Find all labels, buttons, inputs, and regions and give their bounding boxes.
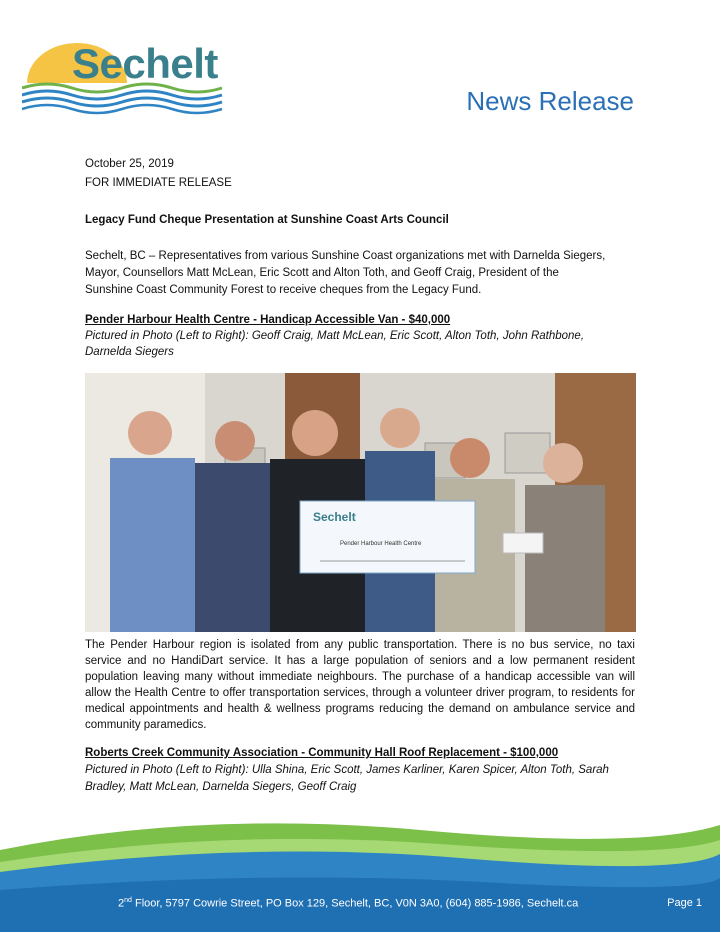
footer-floor-number: 2: [118, 897, 125, 910]
section1-heading: Pender Harbour Health Centre - Handicap Accessible Van - $40,000: [85, 314, 451, 326]
section1-caption-2: Darnelda Siegers: [85, 346, 174, 358]
section2-caption-1: Pictured in Photo (Left to Right): Ulla Shina, Eric Scott, James Karliner, Karen Spicer, Alton Toth, Sarah: [85, 764, 609, 776]
cheque-payee: Pender Harbour Health Centre: [340, 541, 422, 547]
intro-line-3: Sunshine Coast Community Forest to receive cheques from the Legacy Fund.: [85, 284, 482, 296]
section2-heading: Roberts Creek Community Association - Community Hall Roof Replacement - $100,000: [85, 747, 559, 759]
section1-body: The Pender Harbour region is isolated from any public transportation. There is no bus service, no taxi service and no HandiDart service. It has a large population of seniors and a low permanent resident population leaving many without immediate neighbours. The purchase of a handicap accessible van will allow the Health Centre to offer transportation services, through a volunteer driver program, to residents for medical appointments and health & wellness programs reducing the demand on ambulance service and community paramedics.: [85, 639, 635, 731]
cheque-logo: Sechelt: [313, 510, 356, 524]
section2-caption-2: Bradley, Matt McLean, Darnelda Siegers, Geoff Craig: [85, 781, 357, 793]
section1-caption-1: Pictured in Photo (Left to Right): Geoff Craig, Matt McLean, Eric Scott, Alton Toth, John Rathbone,: [85, 330, 585, 342]
footer-floor-suffix: nd: [124, 897, 132, 904]
footer-address-text: Floor, 5797 Cowrie Street, PO Box 129, Sechelt, BC, V0N 3A0, (604) 885-1986, Sechelt.ca: [131, 897, 579, 910]
intro-line-2: Mayor, Counsellors Matt McLean, Eric Scott and Alton Toth, and Geoff Craig, President of the: [85, 267, 559, 279]
release-label: FOR IMMEDIATE RELEASE: [85, 177, 232, 189]
release-date: October 25, 2019: [85, 158, 174, 170]
page-number: Page 1: [667, 897, 702, 909]
footer-wave: [0, 800, 720, 932]
logo-text: Sechelt: [72, 40, 218, 87]
footer-address: [118, 897, 578, 910]
cheque-presentation-photo: [85, 373, 636, 632]
headline: Legacy Fund Cheque Presentation at Sunshine Coast Arts Council: [85, 214, 449, 226]
intro-line-1: Sechelt, BC – Representatives from various Sunshine Coast organizations met with Darnelda Siegers,: [85, 250, 606, 262]
page-title: News Release: [466, 86, 634, 116]
